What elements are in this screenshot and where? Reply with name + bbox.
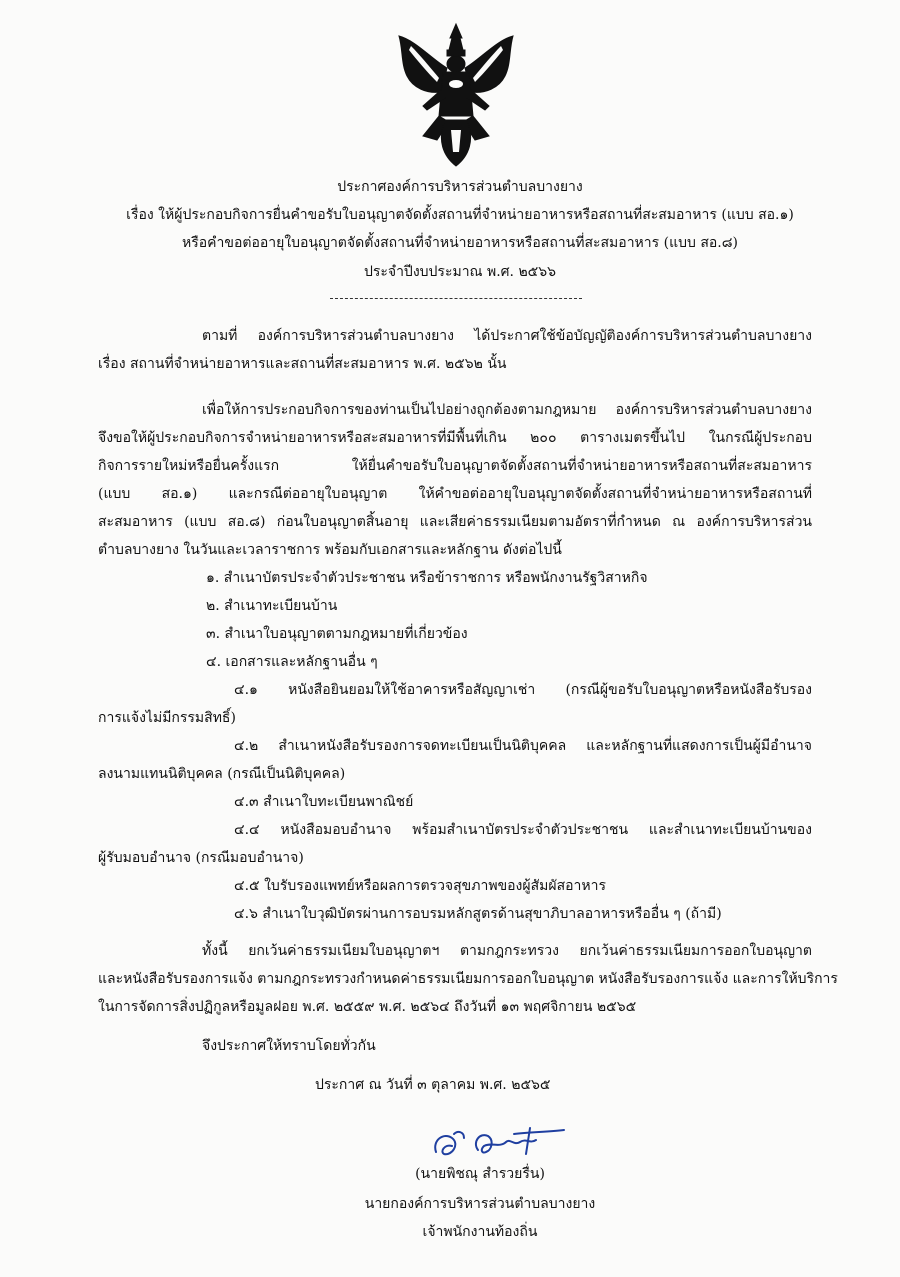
signer-role: เจ้าพนักงานท้องถิ่น <box>422 1224 538 1240</box>
garuda-emblem-icon <box>393 20 519 168</box>
para3-line-1: ทั้งนี้ ยกเว้นค่าธรรมเนียมใบอนุญาตฯ ตามกฎกระทรวง ยกเว้นค่าธรรมเนียมการออกใบอนุญาต <box>202 943 812 959</box>
list-item-4: ๔. เอกสารและหลักฐานอื่น ๆ <box>206 654 378 670</box>
signature-image <box>430 1122 570 1166</box>
sub-item-4-1-line-1: ๔.๑ หนังสือยินยอมให้ใช้อาคารหรือสัญญาเช่า (กรณีผู้ขอรับใบอนุญาตหรือหนังสือรับรอง <box>234 682 812 698</box>
sub-item-4-2-line-2: ลงนามแทนนิติบุคคล (กรณีเป็นนิติบุคคล) <box>98 766 346 782</box>
sub-item-4-4-line-1: ๔.๔ หนังสือมอบอำนาจ พร้อมสำเนาบัตรประจำตัวประชาชน และสำเนาทะเบียนบ้านของ <box>234 822 812 838</box>
subject-line-2: หรือคำขอต่ออายุใบอนุญาตจัดตั้งสถานที่จำหน่ายอาหารหรือสถานที่สะสมอาหาร (แบบ สอ.๘) <box>181 235 738 251</box>
signer-name: (นายพิชณุ สำรวยรื่น) <box>415 1166 545 1182</box>
para3-line-2: และหนังสือรับรองการแจ้ง ตามกฎกระทรวงกำหนดค่าธรรมเนียมการออกใบอนุญาต หนังสือรับรองการแจ้ง และการให้บริการ <box>98 971 838 987</box>
sub-item-4-3: ๔.๓ สำเนาใบทะเบียนพาณิชย์ <box>234 794 414 810</box>
closing-statement: จึงประกาศให้ทราบโดยทั่วกัน <box>202 1038 376 1054</box>
list-item-2: ๒. สำเนาทะเบียนบ้าน <box>206 598 338 614</box>
para2-line-5: สะสมอาหาร (แบบ สอ.๘) ก่อนใบอนุญาตสิ้นอายุ และเสียค่าธรรมเนียมตามอัตราที่กำหนด ณ องค์การบริหารส่วน <box>98 514 812 530</box>
org-title: ประกาศองค์การบริหารส่วนตำบลบางยาง <box>337 179 583 195</box>
sub-item-4-6: ๔.๖ สำเนาใบวุฒิบัตรผ่านการอบรมหลักสูตรด้านสุขาภิบาลอาหารหรืออื่น ๆ (ถ้ามี) <box>234 906 722 922</box>
list-item-1: ๑. สำเนาบัตรประจำตัวประชาชน หรือข้าราชการ หรือพนักงานรัฐวิสาหกิจ <box>206 570 648 586</box>
list-item-3: ๓. สำเนาใบอนุญาตตามกฎหมายที่เกี่ยวข้อง <box>206 626 468 642</box>
subject-line-3: ประจำปีงบประมาณ พ.ศ. ๒๕๖๖ <box>363 264 557 280</box>
sub-item-4-2-line-1: ๔.๒ สำเนาหนังสือรับรองการจดทะเบียนเป็นนิติบุคคล และหลักฐานที่แสดงการเป็นผู้มีอำนาจ <box>234 738 812 754</box>
sub-item-4-4-line-2: ผู้รับมอบอำนาจ (กรณีมอบอำนาจ) <box>98 850 304 866</box>
signer-position: นายกองค์การบริหารส่วนตำบลบางยาง <box>364 1196 596 1212</box>
subject-line-1: เรื่อง ให้ผู้ประกอบกิจการยื่นคำขอรับใบอนุญาตจัดตั้งสถานที่จำหน่ายอาหารหรือสถานที่สะสมอาหาร (แบบ สอ.๑) <box>126 207 794 223</box>
para1-line-1: ตามที่ องค์การบริหารส่วนตำบลบางยาง ได้ประกาศใช้ข้อบัญญัติองค์การบริหารส่วนตำบลบางยาง <box>202 328 812 344</box>
sub-item-4-5: ๔.๕ ใบรับรองแพทย์หรือผลการตรวจสุขภาพของผู้สัมผัสอาหาร <box>234 878 606 894</box>
para1-line-2: เรื่อง สถานที่จำหน่ายอาหารและสถานที่สะสมอาหาร พ.ศ. ๒๕๖๒ นั้น <box>98 356 507 372</box>
para3-line-3: ในการจัดการสิ่งปฏิกูลหรือมูลฝอย พ.ศ. ๒๕๕๙ พ.ศ. ๒๕๖๔ ถึงวันที่ ๑๓ พฤศจิกายน ๒๕๖๕ <box>98 999 637 1015</box>
sub-item-4-1-line-2: การแจ้งไม่มีกรรมสิทธิ์) <box>98 710 236 726</box>
para2-line-4: (แบบ สอ.๑) และกรณีต่ออายุใบอนุญาต ให้คำขอต่ออายุใบอนุญาตจัดตั้งสถานที่จำหน่ายอาหารหรือสถานที่ <box>98 486 812 502</box>
para2-line-2: จึงขอให้ผู้ประกอบกิจการจำหน่ายอาหารหรือสะสมอาหารที่มีพื้นที่เกิน ๒๐๐ ตารางเมตรขึ้นไป ในกรณีผู้ประกอบ <box>98 430 812 446</box>
para2-line-6: ตำบลบางยาง ในวันและเวลาราชการ พร้อมกับเอกสารและหลักฐาน ดังต่อไปนี้ <box>98 542 562 558</box>
para2-line-1: เพื่อให้การประกอบกิจการของท่านเป็นไปอย่างถูกต้องตามกฎหมาย องค์การบริหารส่วนตำบลบางยาง <box>202 402 812 418</box>
announcement-date: ประกาศ ณ วันที่ ๓ ตุลาคม พ.ศ. ๒๕๖๕ <box>315 1077 551 1093</box>
header-divider <box>330 298 582 299</box>
para2-line-3: กิจการรายใหม่หรือยื่นครั้งแรก ให้ยื่นคำขอรับใบอนุญาตจัดตั้งสถานที่จำหน่ายอาหารหรือสถานที่สะสมอาหาร <box>98 458 812 474</box>
